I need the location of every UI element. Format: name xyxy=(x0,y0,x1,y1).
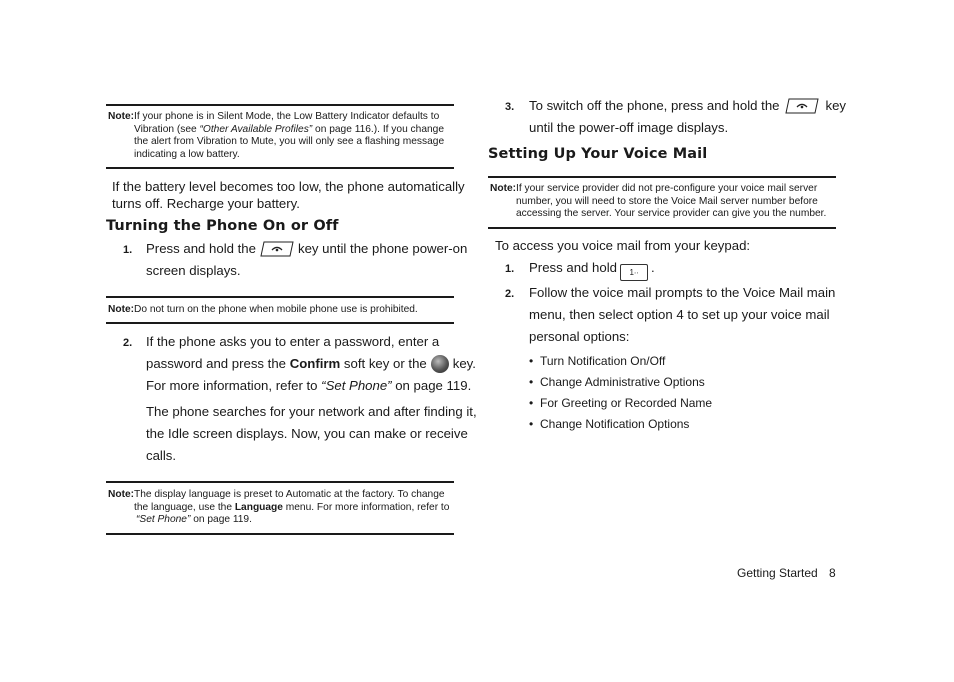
language-menu-label: Language xyxy=(234,501,283,513)
note-display-language: Note: The display language is preset to Automatic at the factory. To change the language, use the Language menu. For more information, refer to “Set Phone” on page 119. xyxy=(108,489,450,525)
heading-setting-up-voice-mail: Setting Up Your Voice Mail xyxy=(488,146,708,162)
note1-bottom-rule xyxy=(106,167,454,169)
heading-turning-phone-on-off: Turning the Phone On or Off xyxy=(106,218,339,234)
cross-reference[interactable]: “Set Phone” xyxy=(321,378,392,393)
voicemail-intro: To access you voice mail from your keypad: xyxy=(495,238,751,253)
step-2-text: If the phone asks you to enter a password, enter a password and press the Confirm soft key or the key. For more information, refer to “Set Phone” on page 119. The phone searches for your network and after finding it, the Idle screen displays. Now, you can make or receive calls. xyxy=(146,334,477,463)
step-number: 1. xyxy=(123,244,133,256)
note-silent-mode xyxy=(108,111,454,163)
step-3-text: To switch off the phone, press and hold the key until the power-off image displays. xyxy=(529,98,847,135)
note3-bottom-rule xyxy=(106,533,454,535)
voicemail-step-1: Press and hold 1∙∙ . xyxy=(529,257,655,281)
note1-top-rule xyxy=(106,104,454,106)
note-line: indicating a low battery. xyxy=(134,148,240,160)
confirm-softkey-label: Confirm xyxy=(289,356,341,371)
step-number: 2. xyxy=(505,288,515,300)
end-key-icon xyxy=(785,98,819,114)
note-prohibited: Note: Do not turn on the phone when mobile phone use is prohibited. xyxy=(108,304,418,315)
battery-paragraph: If the battery level becomes too low, the phone automatically turns off. Recharge your battery. xyxy=(112,179,465,211)
note2-top-rule xyxy=(106,296,454,298)
step-1-text: Press and hold the key until the phone power-on screen displays. xyxy=(146,241,468,278)
cross-reference[interactable]: “Other Available Profiles” xyxy=(199,123,313,135)
note-label: Note: xyxy=(108,111,135,122)
note-line: Vibration (see “Other Available Profiles” on page 116.). If you change xyxy=(134,123,444,135)
voicemail-step-2: Follow the voice mail prompts to the Voice Mail main menu, then select option 4 to set up your voice mail personal options: xyxy=(529,285,836,344)
step-number: 1. xyxy=(505,263,515,275)
voicemail-note-top-rule xyxy=(488,176,836,178)
note2-bottom-rule xyxy=(106,322,454,324)
note-line: If your phone is in Silent Mode, the Low Battery Indicator defaults to xyxy=(134,111,440,122)
note-voicemail-number: Note: If your service provider did not pre-configure your voice mail server number, you will need to store the Voice Mail server number before accessing the server. Your service provider can give you the number. xyxy=(490,183,827,219)
step-number: 3. xyxy=(505,101,515,113)
voicemail-1-key-icon: 1∙∙ xyxy=(620,264,648,281)
ok-key-icon xyxy=(431,355,449,373)
end-key-icon xyxy=(260,241,294,257)
cross-reference[interactable]: “Set Phone” xyxy=(136,514,191,525)
page-number: 8 xyxy=(829,566,836,580)
footer-section-title: Getting Started xyxy=(737,566,818,580)
note-line: the alert from Vibration to Mute, you will only see a flashing message xyxy=(134,136,445,147)
step-number: 2. xyxy=(123,337,133,349)
voicemail-note-bottom-rule xyxy=(488,227,836,229)
note3-top-rule xyxy=(106,481,454,483)
